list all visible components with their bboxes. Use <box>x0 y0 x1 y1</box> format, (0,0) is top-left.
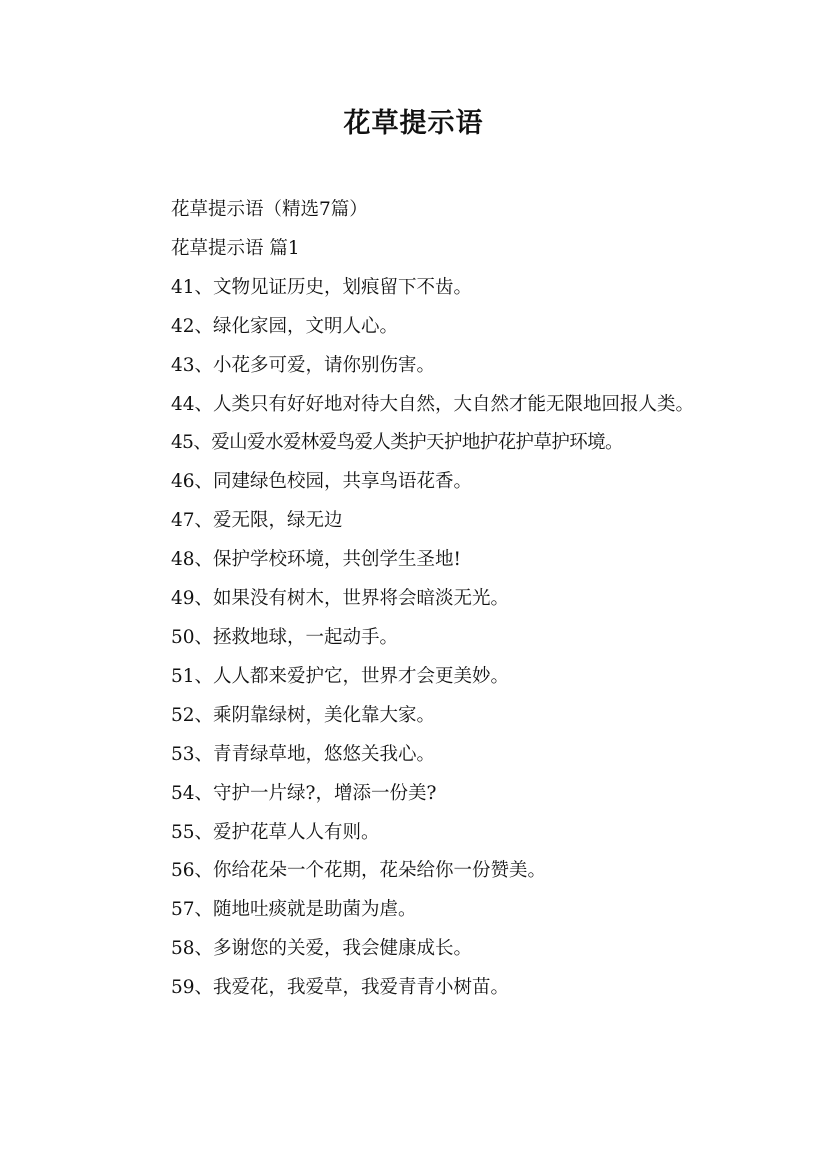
paragraph-item-52: 52、乘阴靠绿树，美化靠大家。 <box>171 704 436 726</box>
paragraph-subtitle: 花草提示语（精选7篇） <box>171 199 368 220</box>
paragraph-item-53: 53、青青绿草地，悠悠关我心。 <box>171 743 436 765</box>
paragraph-item-47: 47、爱无限，绿无边 <box>171 510 343 532</box>
paragraph-item-45: 45、爱山爱水爱林爱鸟爱人类护天护地护花护草护环境。 <box>171 432 623 454</box>
paragraph-item-55: 55、爱护花草人人有则。 <box>171 821 380 843</box>
paragraph-item-41: 41、文物见证历史，划痕留下不齿。 <box>171 276 473 298</box>
paragraph-section-heading: 花草提示语 篇1 <box>171 237 300 259</box>
page-title: 花草提示语 <box>343 108 484 139</box>
paragraph-item-42: 42、绿化家园，文明人心。 <box>171 315 399 337</box>
paragraph-item-48: 48、保护学校环境，共创学生圣地! <box>171 549 461 571</box>
paragraph-item-51: 51、人人都来爱护它，世界才会更美妙。 <box>171 665 510 687</box>
paragraph-item-44: 44、人类只有好好地对待大自然，大自然才能无限地回报人类。 <box>171 393 695 415</box>
paragraph-item-46: 46、同建绿色校园，共享鸟语花香。 <box>171 471 473 493</box>
paragraph-item-49: 49、如果没有树木，世界将会暗淡无光。 <box>171 588 510 610</box>
paragraph-item-58: 58、多谢您的关爱，我会健康成长。 <box>171 938 473 960</box>
paragraph-item-57: 57、随地吐痰就是助菌为虐。 <box>171 899 417 921</box>
paragraph-item-43: 43、小花多可爱，请你别伤害。 <box>171 354 436 376</box>
document-body <box>126 191 716 1008</box>
paragraph-item-50: 50、拯救地球，一起动手。 <box>171 626 399 648</box>
paragraph-item-56: 56、你给花朵一个花期，花朵给你一份赞美。 <box>171 860 547 882</box>
paragraph-item-54: 54、守护一片绿?，增添一份美? <box>171 782 437 804</box>
paragraph-item-59: 59、我爱花，我爱草，我爱青青小树苗。 <box>171 977 510 999</box>
